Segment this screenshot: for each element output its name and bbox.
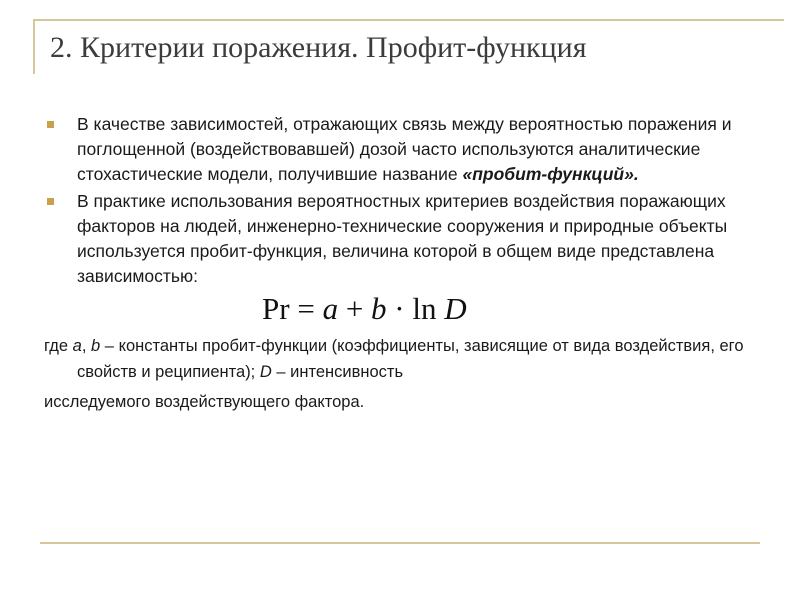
bottom-divider xyxy=(40,542,760,544)
bullet-emphasis: «пробит-функций» xyxy=(462,164,634,184)
bullet-text-2: В практике использования вероятностных критериев воздействия поражающих факторов на людей, инженерно-технические сооружения и природные объекты используется пробит-функция, величина которой в общем виде представлена зависимостью: xyxy=(77,191,728,286)
left-divider xyxy=(33,19,35,74)
where-part3: исследуемого воздействующего фактора. xyxy=(44,393,365,411)
formula-dot: · xyxy=(386,291,413,326)
formula-lhs: Pr xyxy=(262,291,290,326)
formula-plus: + xyxy=(338,291,372,326)
formula-explanation xyxy=(44,333,774,415)
formula-equals: = xyxy=(289,291,323,326)
where-b: b xyxy=(91,337,101,355)
formula-d: D xyxy=(444,291,467,326)
where-prefix: где xyxy=(44,337,73,355)
top-divider xyxy=(33,19,784,21)
square-bullet-icon xyxy=(47,198,54,205)
square-bullet-icon xyxy=(47,121,54,128)
where-part2: – интенсивность xyxy=(271,363,404,381)
where-d: D xyxy=(259,363,272,381)
bullet-suffix: . xyxy=(633,164,639,184)
probit-formula xyxy=(262,291,774,327)
bullet-text-1: В качестве зависимостей, отражающих связь между вероятностью поражения и поглощенной (воздействовавшей) дозой часто используются аналитические стохастические модели, получившие название xyxy=(77,114,732,184)
where-comma: , xyxy=(81,337,92,355)
bullet-item-1 xyxy=(44,112,774,187)
formula-a: a xyxy=(322,291,339,326)
formula-b: b xyxy=(371,291,387,326)
bullet-item-2 xyxy=(44,189,774,289)
slide-body xyxy=(44,112,774,415)
where-part1: – константы пробит-функции (коэффициенты, зависящие от вида воздействия, его свойств и реципиента); xyxy=(77,337,744,381)
slide-title: 2. Критерии поражения. Профит-функция xyxy=(50,31,587,64)
where-a: a xyxy=(72,337,82,355)
formula-ln: ln xyxy=(412,291,445,326)
